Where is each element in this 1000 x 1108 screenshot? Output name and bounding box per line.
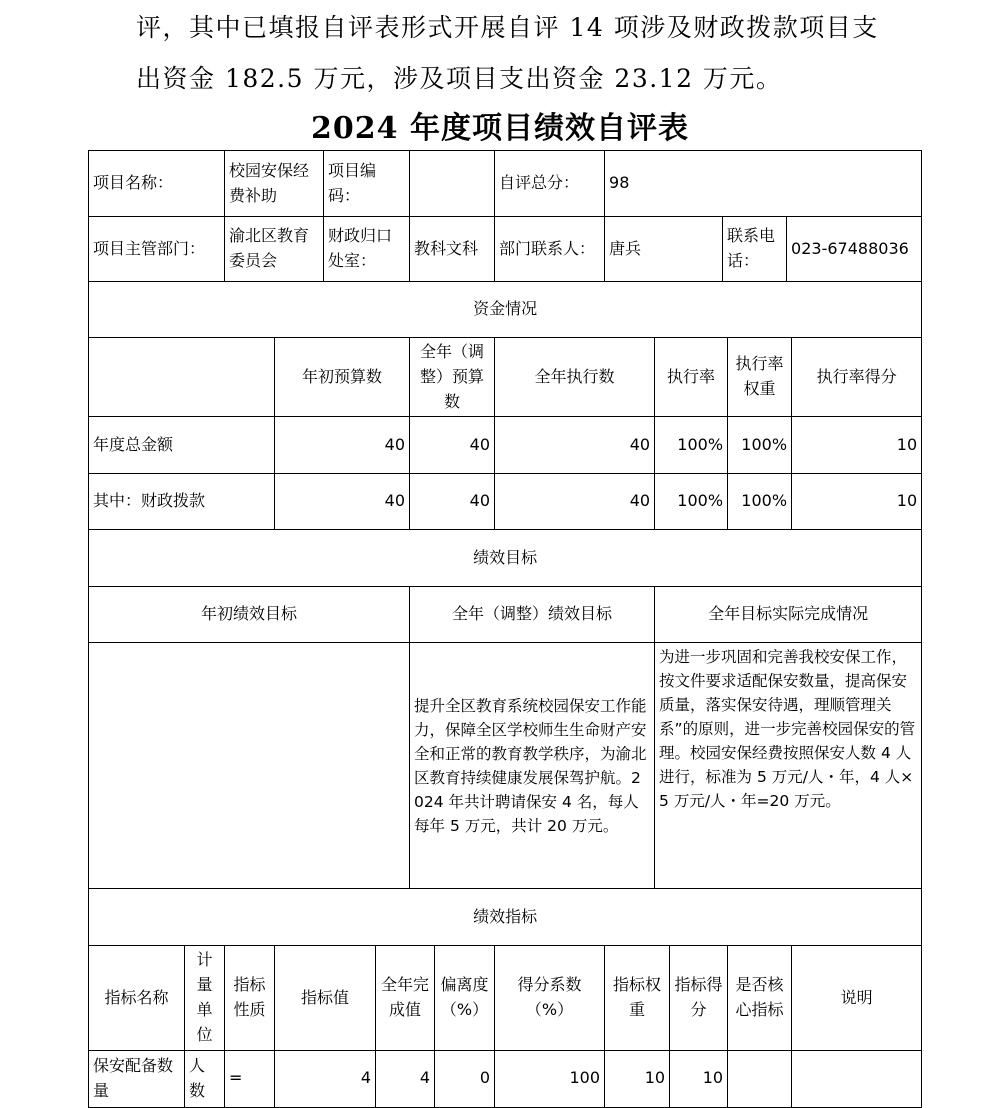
header-row-project [89,151,922,217]
initial-budget: 40 [275,474,410,530]
contact-value: 唐兵 [605,217,723,282]
header-row-dept [89,217,922,282]
funds-header-row [89,338,922,417]
indicator-weight: 10 [605,1050,670,1107]
col-unit: 计量单位 [185,946,225,1050]
finance-office-label: 财政归口处室： [324,217,410,282]
adjusted-budget: 40 [410,474,495,530]
initial-goal-text [89,643,410,889]
dept-value: 渝北区教育委员会 [225,217,324,282]
indicators-header-row [89,946,922,1050]
indicator-deviation: 0 [435,1050,495,1107]
funds-row-total [89,417,922,474]
table-title: 2024 年度项目绩效自评表 [311,111,689,146]
funds-header-blank [89,338,275,417]
row-label: 其中：财政拨款 [89,474,275,530]
project-code-label: 项目编码： [324,151,410,217]
score-label: 自评总分： [495,151,605,217]
row-label: 年度总金额 [89,417,275,474]
funds-section-title: 资金情况 [89,282,922,338]
indicators-section-title: 绩效指标 [89,889,922,946]
col-weight: 指标权重 [605,946,670,1050]
indicator-score: 10 [670,1050,728,1107]
indicator-coefficient: 100 [495,1050,605,1107]
col-initial-goal: 年初绩效目标 [89,587,410,643]
project-name: 校园安保经费补助 [225,151,324,217]
indicator-unit: 人数 [185,1050,225,1107]
actual-completion-text: 为进一步巩固和完善我校安保工作，按文件要求适配保安数量，提高保安质量，落实保安待遇，理顺管理关系”的原则，进一步完善校园保安的管理。校园安保经费按照保安人数 4 人进行，标准为 5 万元/人・年，4 人×5 万元/人・年=20 万元。 [655,643,922,889]
col-score: 指标得分 [670,946,728,1050]
exec-score: 10 [792,474,922,530]
col-executed: 全年执行数 [495,338,655,417]
goals-section-row [89,530,922,587]
col-exec-rate: 执行率 [655,338,728,417]
col-target: 指标值 [275,946,376,1050]
col-note: 说明 [792,946,922,1050]
col-actual-completion: 全年目标实际完成情况 [655,587,922,643]
exec-weight: 100% [728,474,792,530]
col-exec-score: 执行率得分 [792,338,922,417]
col-coefficient: 得分系数（%） [495,946,605,1050]
indicator-note [792,1050,922,1107]
exec-weight: 100% [728,417,792,474]
col-adjusted-goal: 全年（调整）绩效目标 [410,587,655,643]
intro-line-1: 评，其中已填报自评表形式开展自评 14 项涉及财政拨款项目支 [136,13,879,42]
self-evaluation-table [88,150,922,1108]
funds-section-row [89,282,922,338]
finance-office-value: 教科文科 [410,217,495,282]
indicator-core [728,1050,792,1107]
indicator-target: 4 [275,1050,376,1107]
executed-amount: 40 [495,474,655,530]
indicator-name: 保安配备数量 [89,1050,185,1107]
col-initial-budget: 年初预算数 [275,338,410,417]
col-indicator-name: 指标名称 [89,946,185,1050]
table-row [89,1050,922,1107]
phone-value: 023-67488036 [787,217,922,282]
col-actual: 全年完成值 [376,946,435,1050]
col-deviation: 偏离度（%） [435,946,495,1050]
score-value: 98 [605,151,922,217]
project-code [410,151,495,217]
exec-rate: 100% [655,417,728,474]
col-core: 是否核心指标 [728,946,792,1050]
exec-score: 10 [792,417,922,474]
indicators-section-row [89,889,922,946]
col-adjusted-budget: 全年（调整）预算数 [410,338,495,417]
executed-amount: 40 [495,417,655,474]
project-name-label: 项目名称： [89,151,225,217]
funds-row-fiscal [89,474,922,530]
indicator-actual: 4 [376,1050,435,1107]
dept-label: 项目主管部门： [89,217,225,282]
exec-rate: 100% [655,474,728,530]
goals-section-title: 绩效目标 [89,530,922,587]
goals-content-row [89,643,922,889]
goals-header-row [89,587,922,643]
adjusted-budget: 40 [410,417,495,474]
phone-label: 联系电话： [723,217,787,282]
intro-line-2: 出资金 182.5 万元，涉及项目支出资金 23.12 万元。 [136,64,783,93]
adjusted-goal-text: 提升全区教育系统校园保安工作能力，保障全区学校师生生命财产安全和正常的教育教学秩序，为渝北区教育持续健康发展保驾护航。2024 年共计聘请保安 4 名，每人每年 5 万元，共计 20 万元。 [410,643,655,889]
initial-budget: 40 [275,417,410,474]
col-exec-weight: 执行率权重 [728,338,792,417]
contact-label: 部门联系人： [495,217,605,282]
indicator-nature: = [225,1050,275,1107]
col-nature: 指标性质 [225,946,275,1050]
